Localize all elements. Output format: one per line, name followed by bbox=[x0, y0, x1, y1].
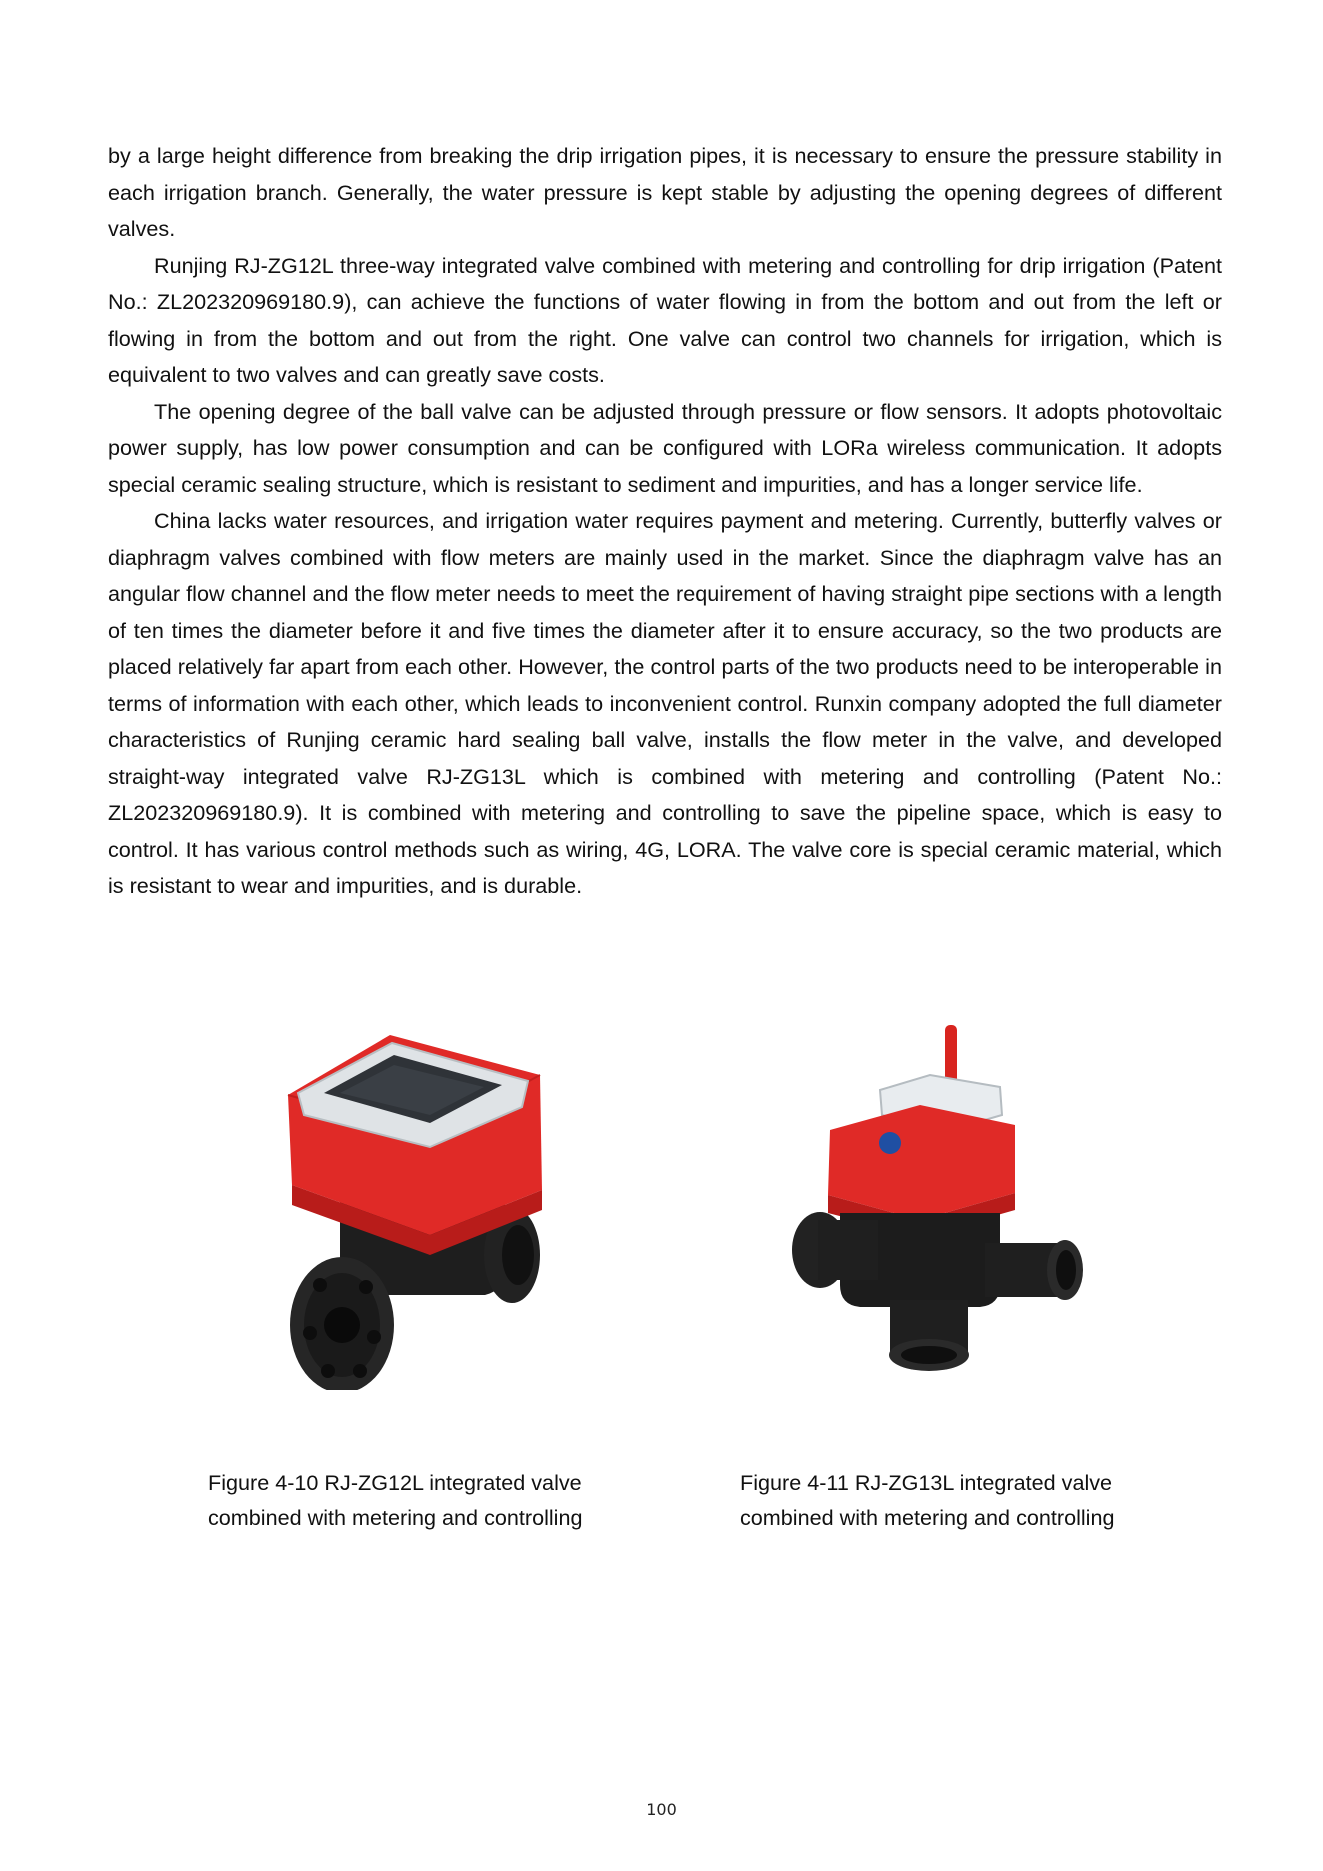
caption-line-2: combined with metering and controlling bbox=[208, 1505, 583, 1530]
figure-caption-4-11 bbox=[740, 1465, 1170, 1535]
valve-rj-zg13l-image bbox=[770, 1015, 1090, 1390]
valve-rj-zg12l-image bbox=[280, 1015, 580, 1390]
figure-rj-zg13l-photo bbox=[770, 1015, 1090, 1390]
caption-line-2: combined with metering and controlling bbox=[740, 1505, 1115, 1530]
paragraph-continuation: by a large height difference from breaking the drip irrigation pipes, it is necessary to ensure the pressure stability in each irrigation branch. Generally, the water pressure is kept stable by adjusting the opening degrees of different valves. bbox=[108, 143, 1222, 241]
figure-caption-4-10 bbox=[208, 1465, 638, 1535]
paragraph-ball-valve: The opening degree of the ball valve can be adjusted through pressure or flow sensors. It adopts photovoltaic power supply, has low power consumption and can be configured with LORa wireless communication. It adopts special ceramic sealing structure, which is resistant to sediment and impurities, and has a longer service life. bbox=[108, 398, 1222, 497]
caption-line-1: Figure 4-10 RJ-ZG12L integrated valve bbox=[208, 1470, 582, 1495]
caption-line-1: Figure 4-11 RJ-ZG13L integrated valve bbox=[740, 1470, 1113, 1495]
paragraph-straight-way-valve: China lacks water resources, and irrigation water requires payment and metering. Currently, butterfly valves or diaphragm valves combined with flow meters are mainly used in the market. Since the diaphragm valve has an angular flow channel and the flow meter needs to meet the requirement of having straight pipe sections with a length of ten times the diameter before it and five times the diameter after it to ensure accuracy, so the two products are placed relatively far apart from each other. However, the control parts of the two products need to be interoperable in terms of information with each other, which leads to inconvenient control. Runxin company adopted the full diameter characteristics of Runjing ceramic hard sealing ball valve, installs the flow meter in the valve, and developed straight-way integrated valve RJ-ZG13L which is combined with metering and controlling (Patent No.: ZL202320969180.9). It is combined with metering and controlling to save the pipeline space, which is easy to control. It has various control methods such as wiring, 4G, LORA. The valve core is special ceramic material, which is resistant to wear and impurities, and is durable. bbox=[108, 508, 1222, 898]
paragraph-three-way-valve: Runjing RJ-ZG12L three-way integrated valve combined with metering and controlling for drip irrigation (Patent No.: ZL202320969180.9), can achieve the functions of water flowing in from the bottom and out from the left or flowing in from the bottom and out from the right. One valve can control two channels for irrigation, which is equivalent to two valves and can greatly save costs. bbox=[108, 252, 1222, 387]
figure-rj-zg12l-photo bbox=[280, 1015, 580, 1390]
body-text bbox=[108, 138, 1222, 905]
page-number: 100 bbox=[646, 1800, 677, 1819]
